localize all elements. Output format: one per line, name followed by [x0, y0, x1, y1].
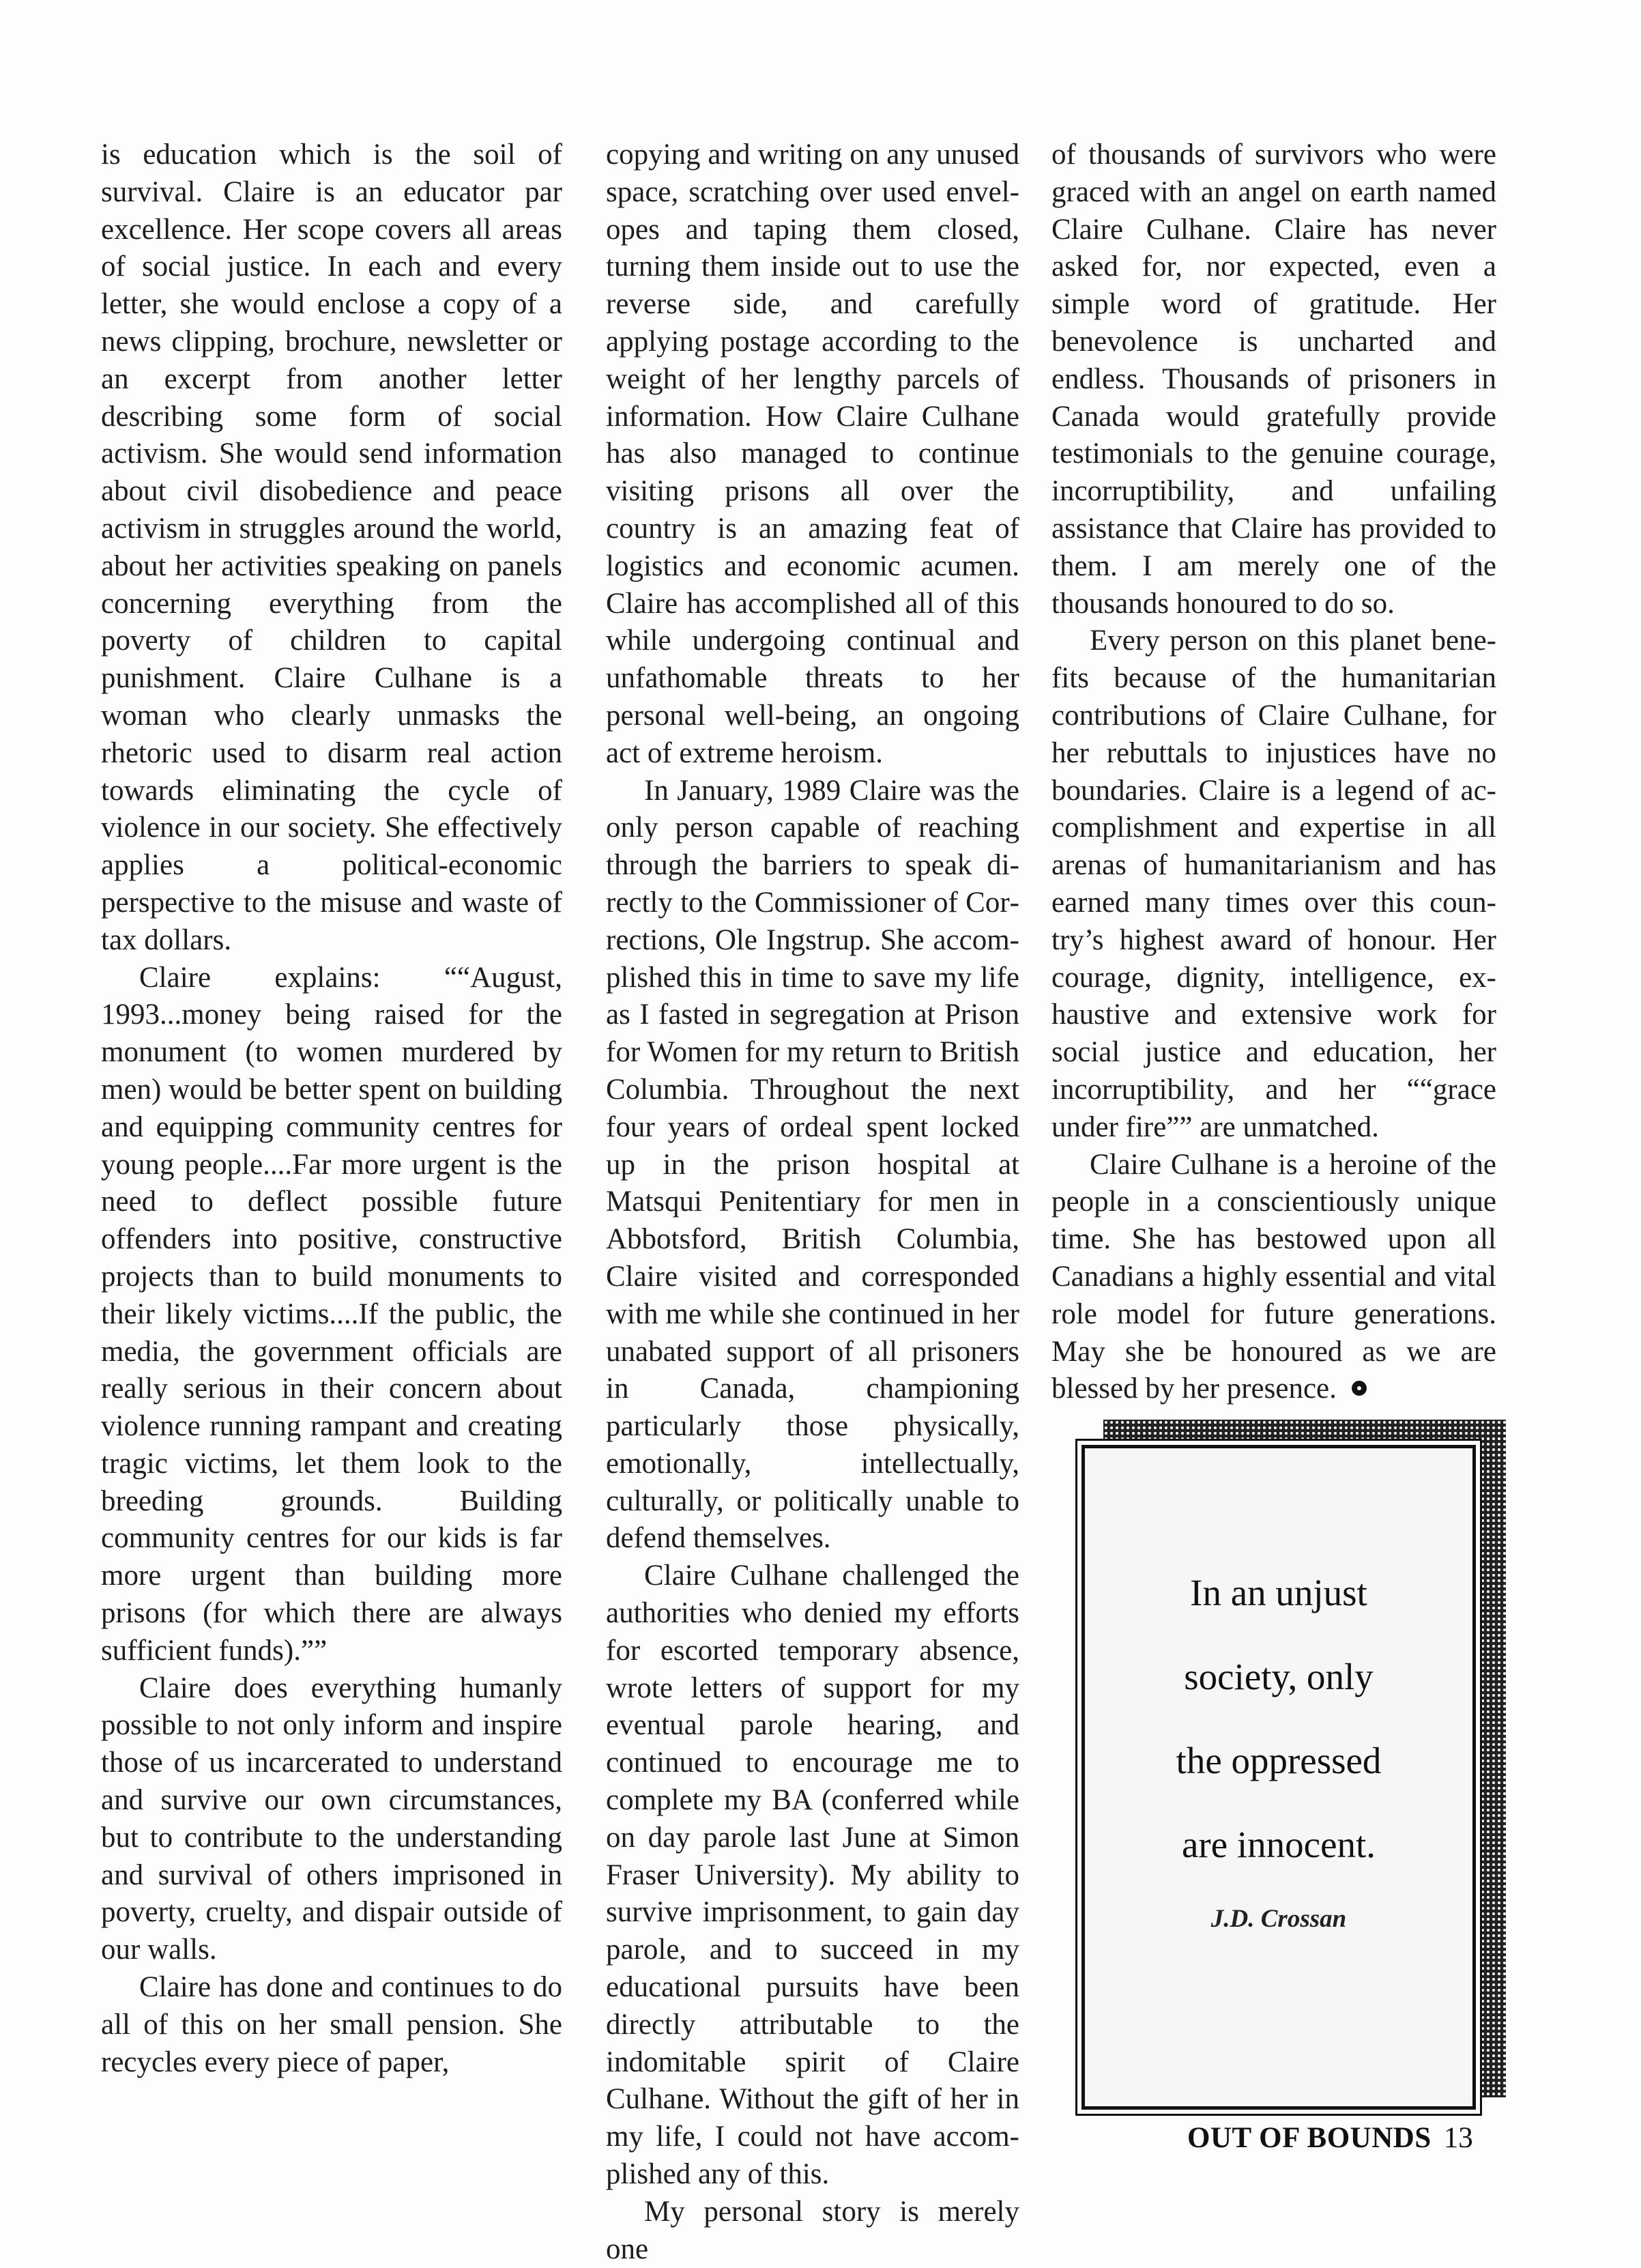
paragraph: of thousands of survivors who were graced with an angel on earth named Claire Culhane. Claire has never asked for, nor expected, even a simple word of gratitude. Her benevolence is uncharted and endless. Thousands of prisoners in Canada would gratefully provide testimonials to the genuine courage, incorruptibility, and unfailing assistance that Claire has provided to them. I am merely one of the thousands honoured to do so. — [1051, 139, 1496, 620]
paragraph: copying and writing on any unused space, scratching over used envelopes and taping them closed, turning them inside out to use the reverse side, and carefully applying postage according to the weight of her lengthy parcels of information. How Claire Culhane has also managed to continue visiting prisons all over the country is an amazing feat of logistics and economic acumen. Claire has accomplished all of this while undergoing continual and unfathomable threats to her personal well-being, an ongoing act of extreme heroism. — [606, 139, 1019, 769]
paragraph-text: Claire Culhane is a heroine of the people in a conscientiously unique time. She has bestowed upon all Canadians a highly essential and vital role model for future generations. May she be honoured as we are blessed by her presence. — [1051, 1148, 1496, 1405]
quote-author: J.D. Crossan — [1210, 1905, 1347, 1933]
paragraph: Claire does everything humanly possible to not only inform and inspire those of us incarcerated to understand and survive our own circumstances, but to contribute to the understanding and survival of others imprisoned in poverty, cruelty, and dispair outside of our walls. — [101, 1671, 562, 1966]
article-column-2 — [606, 137, 1019, 2268]
end-of-article-icon — [1352, 1381, 1367, 1396]
quote-line: society, only — [1184, 1656, 1374, 1697]
quote-box — [1075, 1439, 1482, 2116]
page-number: 13 — [1443, 2122, 1473, 2154]
quote-line: are innocent. — [1181, 1824, 1376, 1865]
paragraph: In January, 1989 Claire was the only person capable of reaching through the barriers to speak directly to the Commissioner of Corrections, Ole Ingstrup. She accomplished this in time to save my life as I fasted in segregation at Prison for Women for my return to British Columbia. Throughout the next four years of ordeal spent locked up in the prison hospital at Matsqui Penitentiary for men in Abbotsford, British Columbia, Claire visited and corresponded with me while she continued in her unabated support of all prisoners in Canada, championing particularly those physically, emotionally, intellectually, culturally, or politically unable to defend themselves. — [606, 774, 1019, 1555]
quote-box-inner — [1083, 1446, 1475, 2108]
paragraph: is education which is the soil of survival. Claire is an educator par excellence. Her scope covers all areas of social justice. In each and every letter, she would enclose a copy of a news clipping, brochure, newsletter or an excerpt from another letter describing some form of social activism. She would send information about civil disobedience and peace activism in struggles around the world, about her activities speaking on panels concerning everything from the poverty of children to capital punishment. Claire Culhane is a woman who clearly unmasks the rhetoric used to disarm real action towards eliminating the cycle of violence in our society. She effectively applies a political-economic perspective to the misuse and waste of tax dollars. — [101, 139, 562, 956]
final-paragraph — [1051, 1147, 1496, 1409]
paragraph: Claire explains: ““August, 1993...money being raised for the monument (to women murdered by men) would be better spent on building and equipping community centres for young people....Far more urgent is the need to deflect possible future offenders into positive, constructive projects than to build monuments to their likely victims....If the public, the media, the government officials are really serious in their concern about violence running rampant and creating tragic victims, let them look to the breeding grounds. Building community centres for our kids is far more urgent than building more prisons (for which there are always sufficient funds).”” — [101, 961, 562, 1667]
quote-line: In an unjust — [1190, 1572, 1367, 1613]
page-footer — [1187, 2121, 1473, 2155]
article-column-1 — [101, 137, 562, 2081]
paragraph: Claire has done and continues to do all of this on her small pension. She recycles every piece of paper, — [101, 1971, 562, 2078]
paragraph: My personal story is merely one — [606, 2195, 1019, 2265]
publication-name: OUT OF BOUNDS — [1187, 2122, 1432, 2154]
quote-line: the oppressed — [1176, 1740, 1382, 1781]
article-column-3 — [1051, 137, 1496, 1408]
paragraph: Every person on this planet benefits because of the humanitarian contributions of Claire Culhane, for her rebuttals to injustices have no boundaries. Claire is a legend of accomplishment and expertise in all arenas of humanitarianism and has earned many times over this country’s highest award of honour. Her courage, dignity, intelligence, exhaustive and extensive work for social justice and education, her incorruptibility, and her ““grace under fire”” are unmatched. — [1051, 625, 1496, 1143]
paragraph: Claire Culhane challenged the authorities who denied my efforts for escorted temporary absence, wrote letters of support for my eventual parole hearing, and continued to encourage me to complete my BA (conferred while on day parole last June at Simon Fraser University). My ability to survive imprisonment, to gain day parole, and to succeed in my educational pursuits have been directly attributable to the indomitable spirit of Claire Culhane. Without the gift of her in my life, I could not have accomplished any of this. — [606, 1560, 1019, 2191]
